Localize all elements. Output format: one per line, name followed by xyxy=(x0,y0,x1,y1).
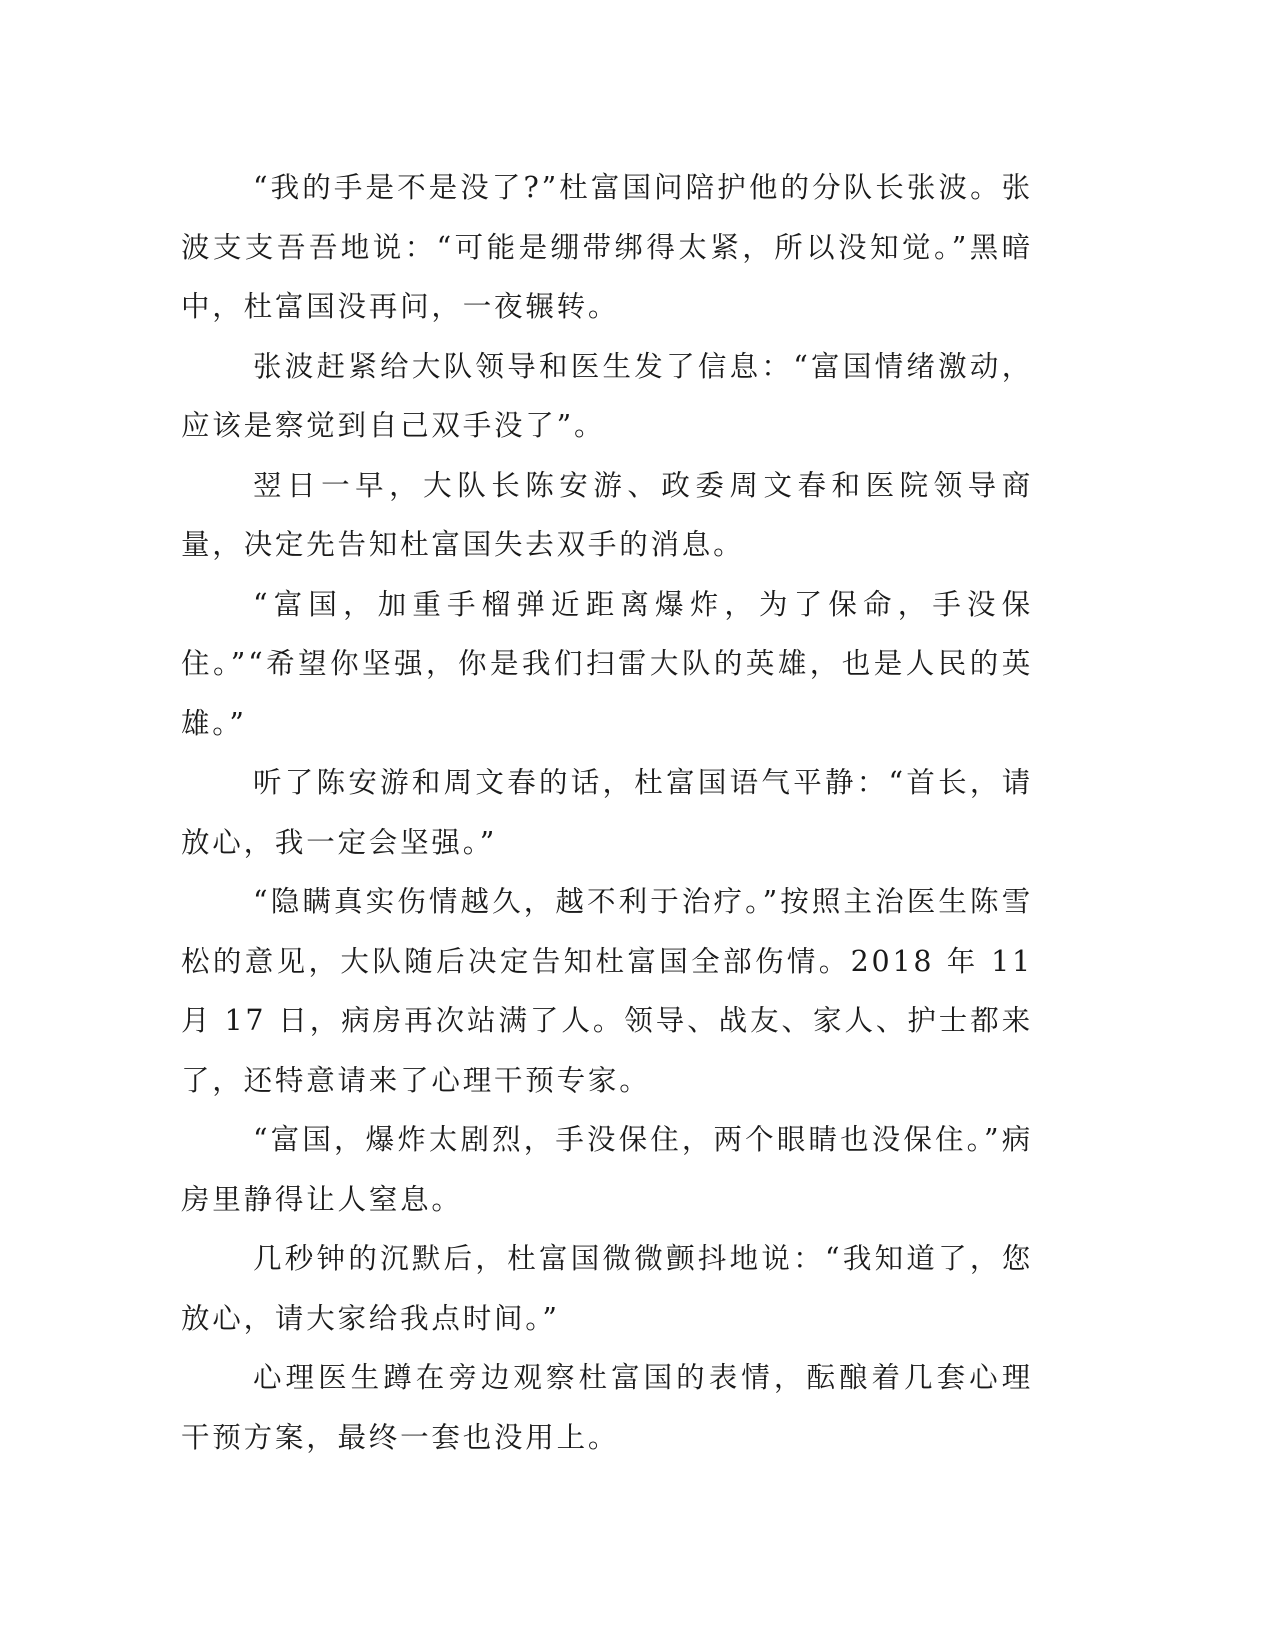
paragraph: 翌日一早，大队长陈安游、政委周文春和医院领导商量，决定先告知杜富国失去双手的消息。 xyxy=(181,468,1033,561)
paragraph: 听了陈安游和周文春的话，杜富国语气平静：“首长，请放心，我一定会坚强。” xyxy=(181,766,1033,859)
paragraph: “富国，爆炸太剧烈，手没保住，两个眼睛也没保住。”病房里静得让人窒息。 xyxy=(181,1123,1033,1216)
paragraph: 几秒钟的沉默后，杜富国微微颤抖地说：“我知道了，您放心，请大家给我点时间。” xyxy=(181,1242,1033,1335)
paragraph: “我的手是不是没了?”杜富国问陪护他的分队长张波。张波支支吾吾地说：“可能是绷带绑得太紧，所以没知觉。”黑暗中，杜富国没再问，一夜辗转。 xyxy=(181,171,1033,323)
paragraph: “隐瞒真实伤情越久，越不利于治疗。”按照主治医生陈雪松的意见，大队随后决定告知杜富国全部伤情。2018 年 11 月 17 日，病房再次站满了人。领导、战友、家人、护士都来了，还特意请来了心理干预专家。 xyxy=(181,885,1033,1097)
paragraph: “富国，加重手榴弹近距离爆炸，为了保命，手没保住。”“希望你坚强，你是我们扫雷大队的英雄，也是人民的英雄。” xyxy=(181,587,1033,740)
paragraph: 心理医生蹲在旁边观察杜富国的表情，酝酿着几套心理干预方案，最终一套也没用上。 xyxy=(181,1361,1033,1454)
paragraph: 张波赶紧给大队领导和医生发了信息：“富国情绪激动，应该是察觉到自己双手没了”。 xyxy=(181,349,1033,442)
article-body xyxy=(181,158,1033,1467)
